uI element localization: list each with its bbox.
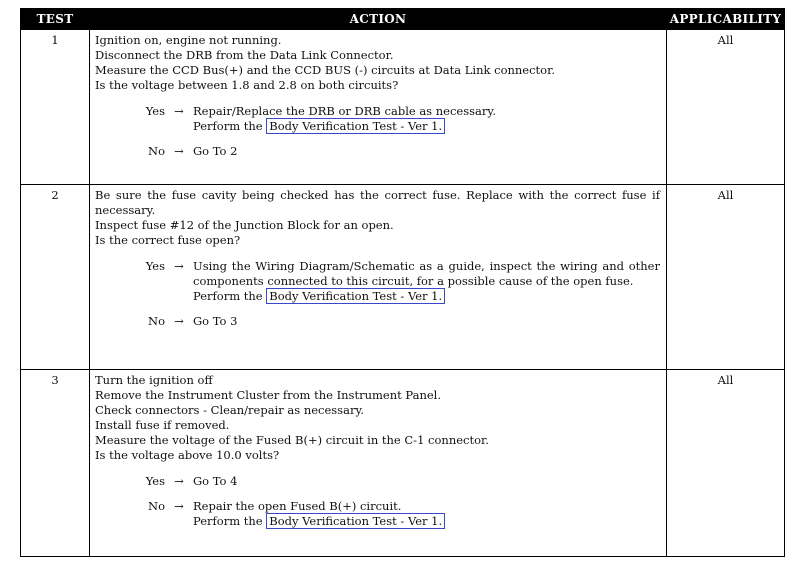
- test-number: 2: [21, 185, 90, 370]
- action-line: Install fuse if removed.: [95, 418, 230, 432]
- no-text: Go To 2: [193, 144, 238, 158]
- body-verification-link[interactable]: Body Verification Test - Ver 1.: [266, 288, 445, 304]
- yes-response: [95, 259, 660, 304]
- no-label: No: [148, 499, 165, 513]
- action-line: Remove the Instrument Cluster from the Instrument Panel.: [95, 388, 441, 402]
- action-line: Is the correct fuse open?: [95, 233, 241, 247]
- action-line: Inspect fuse #12 of the Junction Block for an open.: [95, 218, 394, 232]
- no-response: [95, 314, 660, 329]
- action-cell: [90, 185, 667, 370]
- header-test: TEST: [21, 9, 90, 30]
- action-line: Turn the ignition off: [95, 373, 213, 387]
- header-action: ACTION: [90, 9, 667, 30]
- applicability-value: All: [667, 185, 785, 370]
- body-verification-link[interactable]: Body Verification Test - Ver 1.: [266, 118, 445, 134]
- arrow-icon: →: [174, 474, 184, 488]
- no-response: [95, 499, 660, 529]
- arrow-icon: →: [174, 499, 184, 513]
- test-row-1: [21, 30, 785, 185]
- yes-text: Repair/Replace the DRB or DRB cable as necessary.: [193, 104, 496, 118]
- test-row-2: [21, 185, 785, 370]
- yes-label: Yes: [145, 474, 165, 488]
- yes-label: Yes: [145, 259, 165, 273]
- action-cell: [90, 370, 667, 557]
- test-row-3: [21, 370, 785, 557]
- applicability-value: All: [667, 30, 785, 185]
- diagnostic-test-table: [20, 8, 785, 557]
- arrow-icon: →: [174, 144, 184, 158]
- perform-text: Perform the: [193, 119, 263, 133]
- header-row: [21, 9, 785, 30]
- action-line: Ignition on, engine not running.: [95, 33, 282, 47]
- arrow-icon: →: [174, 104, 184, 118]
- action-line: Check connectors - Clean/repair as necessary.: [95, 403, 365, 417]
- yes-response: [95, 104, 660, 134]
- no-text: Repair the open Fused B(+) circuit.: [193, 499, 402, 513]
- applicability-value: All: [667, 370, 785, 557]
- action-line: Disconnect the DRB from the Data Link Connector.: [95, 48, 394, 62]
- arrow-icon: →: [174, 314, 184, 328]
- perform-text: Perform the: [193, 289, 263, 303]
- perform-text: Perform the: [193, 514, 263, 528]
- action-line: Measure the voltage of the Fused B(+) circuit in the C-1 connector.: [95, 433, 489, 447]
- no-label: No: [148, 314, 165, 328]
- yes-label: Yes: [145, 104, 165, 118]
- arrow-icon: →: [174, 259, 184, 273]
- no-response: [95, 144, 660, 159]
- body-verification-link[interactable]: Body Verification Test - Ver 1.: [266, 513, 445, 529]
- action-line: Is the voltage between 1.8 and 2.8 on both circuits?: [95, 78, 399, 92]
- yes-text: Using the Wiring Diagram/Schematic as a guide, inspect the wiring and other components connected to this circuit, for a possible cause of the open fuse.: [193, 259, 660, 288]
- no-text: Go To 3: [193, 314, 238, 328]
- action-line: Is the voltage above 10.0 volts?: [95, 448, 280, 462]
- header-applicability: APPLICABILITY: [667, 9, 785, 30]
- yes-text: Go To 4: [193, 474, 238, 488]
- action-line: Measure the CCD Bus(+) and the CCD BUS (-) circuits at Data Link connector.: [95, 63, 555, 77]
- test-number: 1: [21, 30, 90, 185]
- action-line: Be sure the fuse cavity being checked has the correct fuse. Replace with the correct fuse if necessary.: [95, 188, 660, 217]
- yes-response: [95, 474, 660, 489]
- test-number: 3: [21, 370, 90, 557]
- action-cell: [90, 30, 667, 185]
- no-label: No: [148, 144, 165, 158]
